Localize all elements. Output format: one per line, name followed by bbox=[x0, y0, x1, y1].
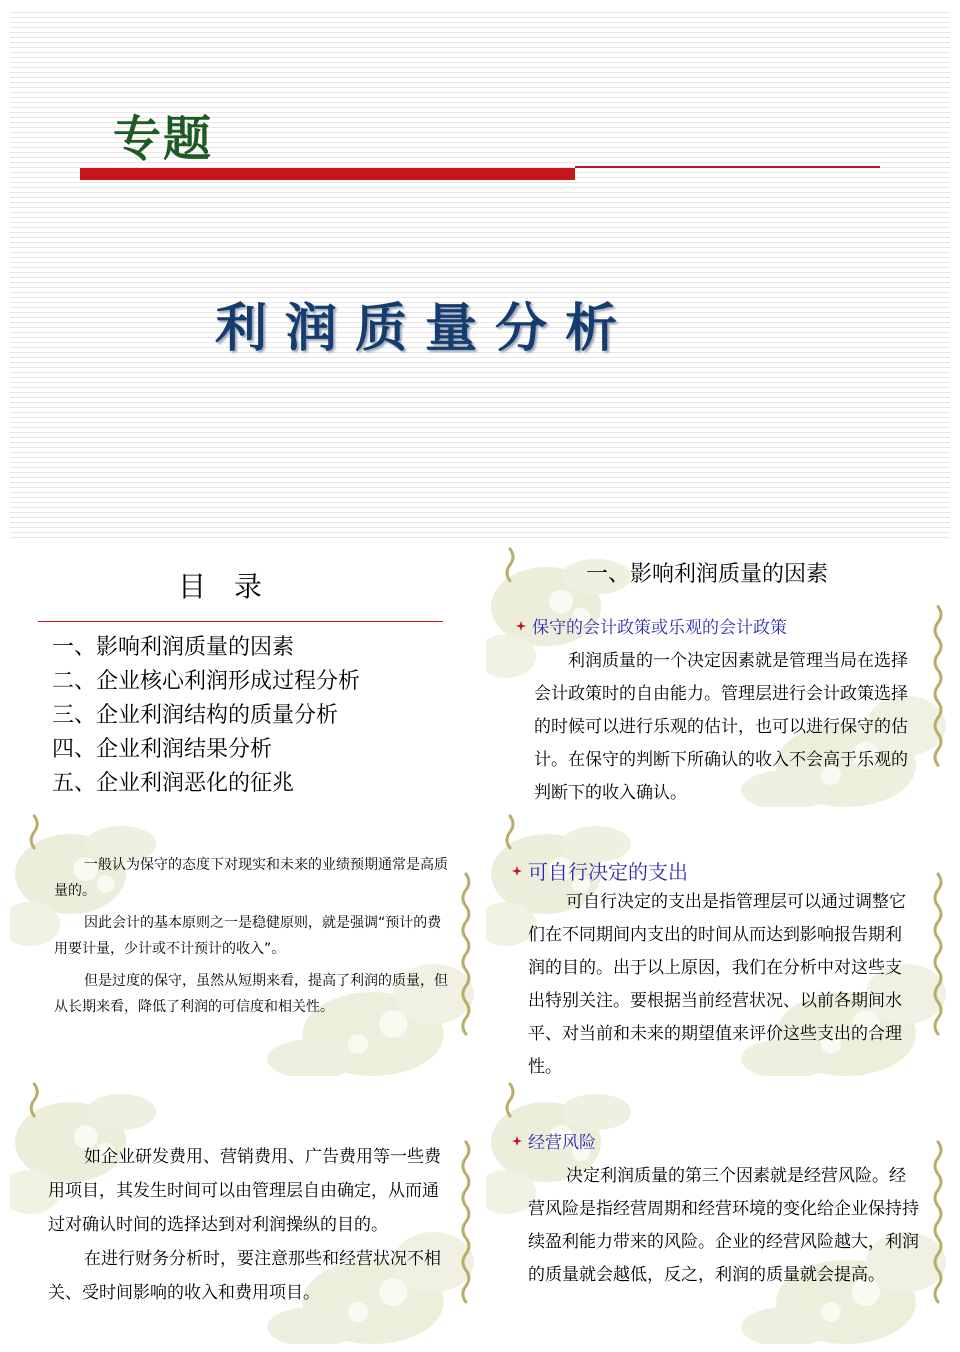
body-paragraph: 利润质量的一个决定因素就是管理当局在选择会计政策时的自由能力。管理层进行会计政策选择的时候可以进行乐观的估计，也可以进行保守的估计。在保守的判断下所确认的收入不会高于乐观的判断下的收入确认。 bbox=[534, 651, 908, 803]
factors-slide bbox=[486, 547, 950, 807]
toc-title: 目录 bbox=[178, 570, 291, 603]
diamond-bullet-icon bbox=[516, 621, 526, 631]
toc-divider bbox=[38, 621, 443, 622]
bullet-line bbox=[512, 856, 688, 885]
discretionary-slide bbox=[486, 814, 950, 1076]
bullet-text: 经营风险 bbox=[528, 1133, 596, 1153]
title-underline-thick bbox=[80, 168, 575, 180]
bullet-line bbox=[516, 613, 787, 638]
toc-item: 一、影响利润质量的因素 bbox=[52, 635, 295, 660]
main-title: 利润质量分析 bbox=[215, 299, 636, 359]
toc-slide bbox=[10, 547, 478, 807]
body-paragraph: 可自行决定的支出是指管理层可以通过调整它们在不同期间内支出的时间从而达到影响报告期利润的目的。出于以上原因，我们在分析中对这些支出特别关注。要根据当前经营状况、以前各期间水平、对当前和未来的期望值来评价这些支出的合理性。 bbox=[528, 892, 906, 1076]
toc-item: 二、企业核心利润形成过程分析 bbox=[52, 669, 361, 694]
toc-list bbox=[52, 631, 360, 801]
conservative-slide bbox=[10, 814, 478, 1076]
bullet-text: 保守的会计政策或乐观的会计政策 bbox=[532, 618, 787, 638]
bullet-line bbox=[512, 1128, 596, 1153]
toc-item: 四、企业利润结果分析 bbox=[52, 737, 273, 762]
body-paragraph: 因此会计的基本原则之一是稳健原则，就是强调“预计的费用要计量，少计或不计预计的收入”。 bbox=[54, 915, 442, 957]
diamond-bullet-icon bbox=[512, 866, 522, 876]
toc-item: 三、企业利润结构的质量分析 bbox=[52, 703, 339, 728]
bullet-text: 可自行决定的支出 bbox=[528, 860, 688, 884]
diamond-bullet-icon bbox=[512, 1136, 522, 1146]
body-paragraph: 在进行财务分析时，要注意那些和经营状况不相关、受时间影响的收入和费用项目。 bbox=[48, 1249, 441, 1303]
body-paragraph: 一般认为保守的态度下对现实和未来的业绩预期通常是高质量的。 bbox=[54, 857, 448, 899]
title-underline-thin bbox=[575, 166, 880, 168]
expenses-slide bbox=[10, 1082, 478, 1344]
risk-slide bbox=[486, 1082, 950, 1344]
body-paragraph: 但是过度的保守，虽然从短期来看，提高了利润的质量，但从长期来看，降低了利润的可信度和相关性。 bbox=[54, 973, 448, 1015]
topic-label: 专题 bbox=[113, 111, 214, 167]
cover-slide bbox=[10, 8, 950, 540]
body-paragraph: 如企业研发费用、营销费用、广告费用等一些费用项目，其发生时间可以由管理层自由确定，从而通过对确认时间的选择达到对利润操纵的目的。 bbox=[48, 1147, 441, 1235]
body-paragraph: 决定利润质量的第三个因素就是经营风险。经营风险是指经营周期和经营环境的变化给企业保持持续盈利能力带来的风险。企业的经营风险越大，利润的质量就会越低，反之，利润的质量就会提高。 bbox=[528, 1166, 919, 1285]
toc-item: 五、企业利润恶化的征兆 bbox=[52, 771, 295, 796]
slide-heading: 一、影响利润质量的因素 bbox=[586, 562, 829, 587]
